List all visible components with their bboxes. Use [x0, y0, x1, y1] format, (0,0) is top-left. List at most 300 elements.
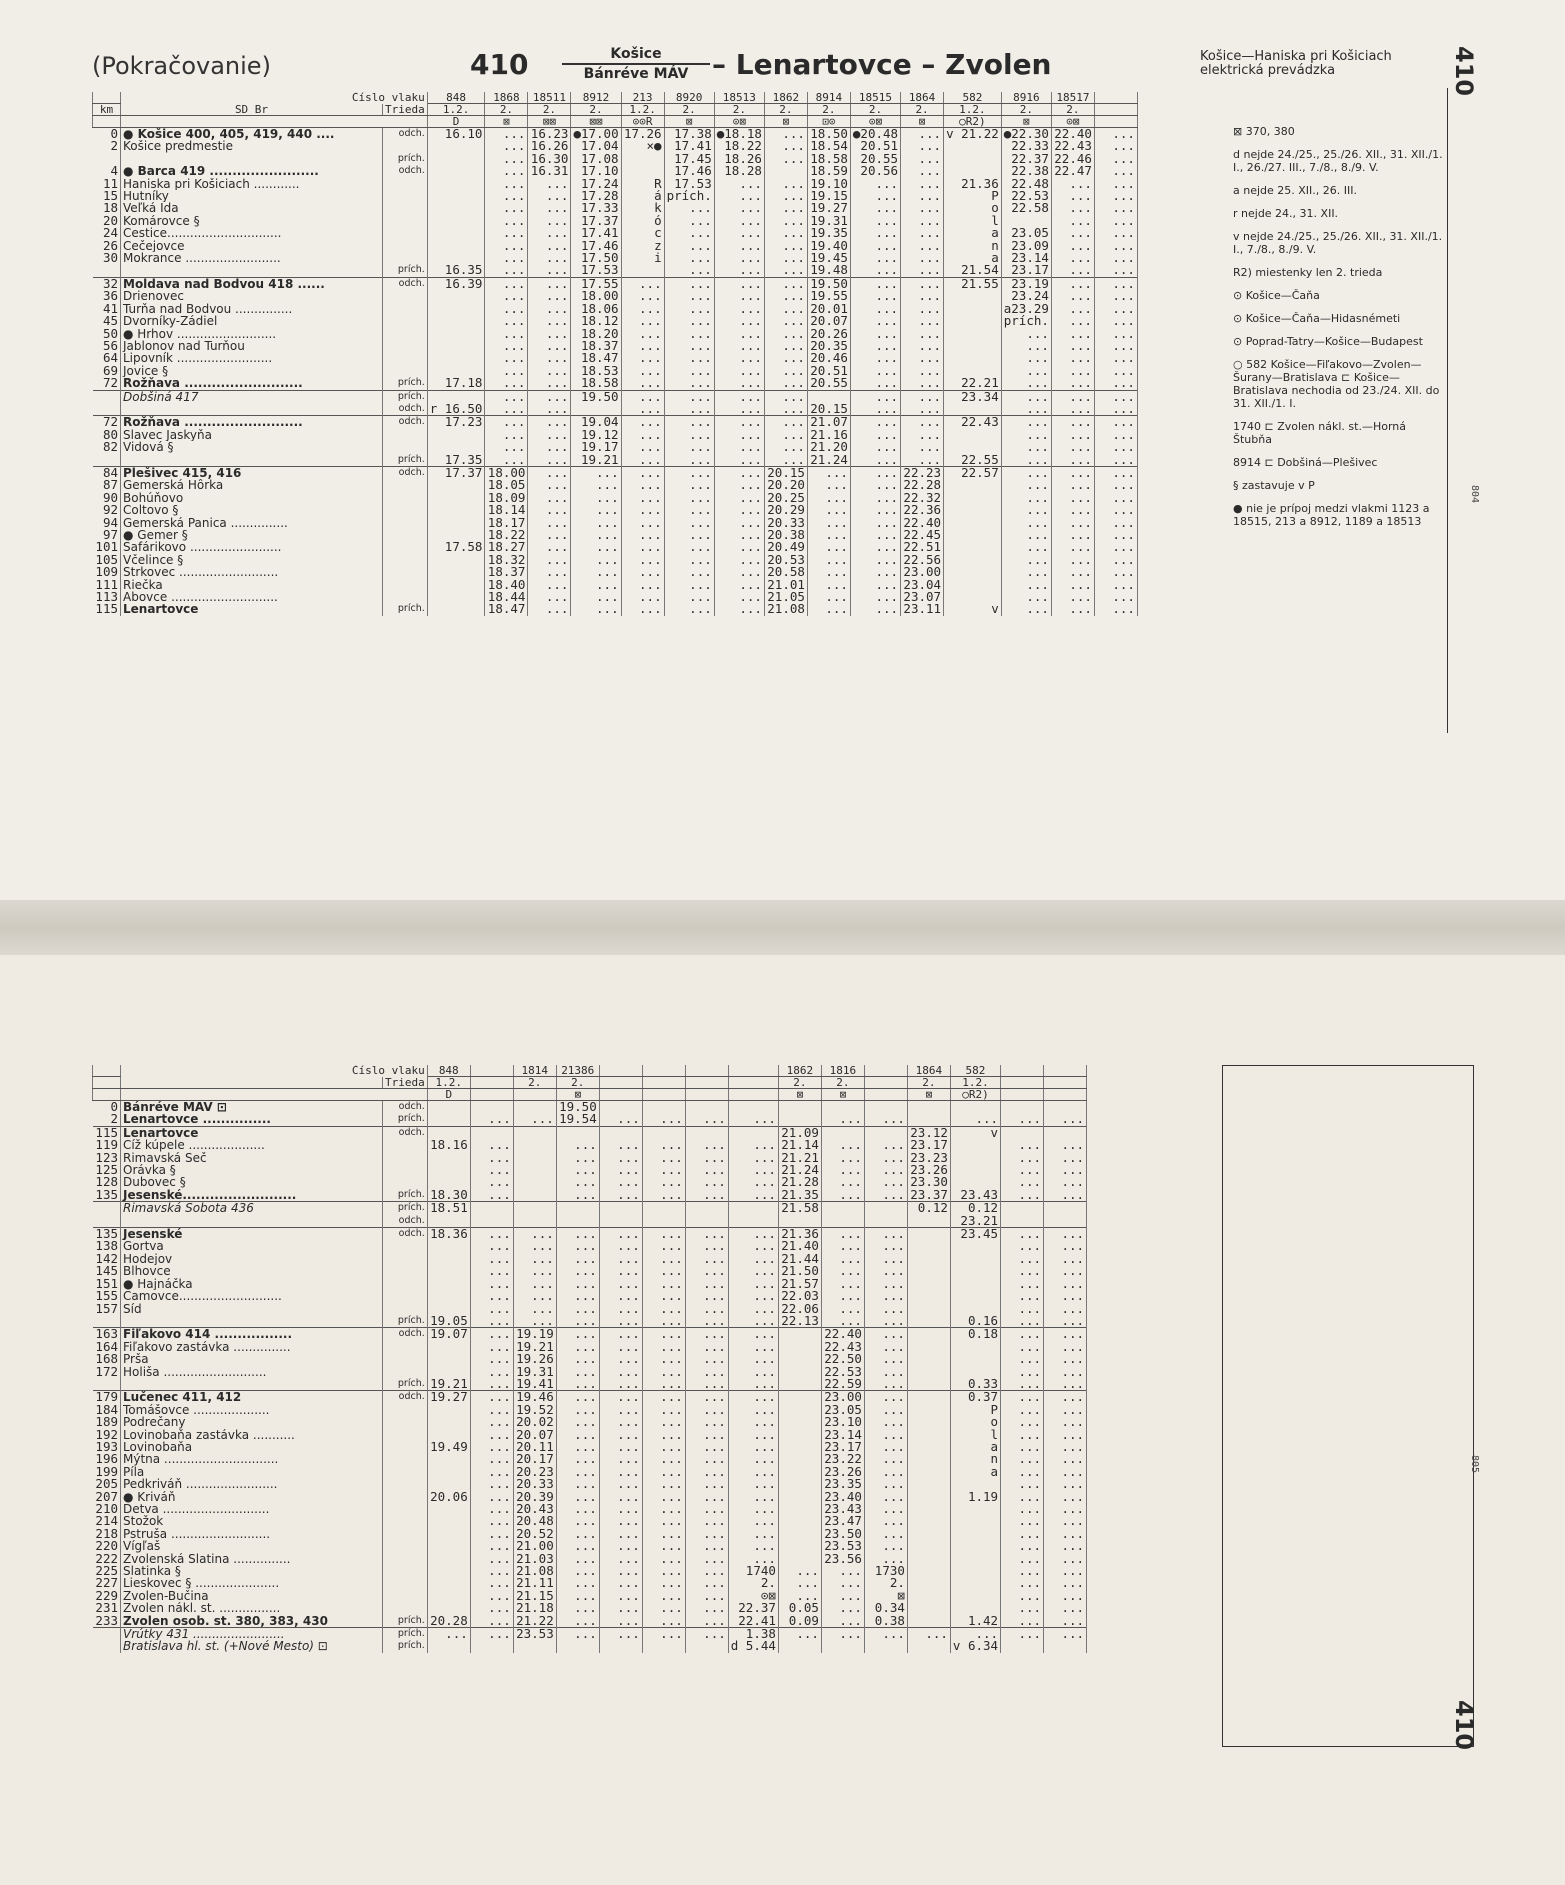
table-row — [93, 1152, 1087, 1164]
train-class: 2. — [807, 104, 850, 116]
time-cell: ... — [1094, 202, 1137, 214]
time-cell: 23.05 — [1001, 227, 1051, 239]
time-cell — [642, 1101, 685, 1114]
time-cell: 22.43 — [944, 416, 1002, 429]
time-cell: ... — [1094, 554, 1137, 566]
time-cell: ... — [556, 1265, 599, 1277]
time-cell: ... — [807, 466, 850, 479]
time-cell: ... — [1094, 416, 1137, 429]
time-cell — [427, 1176, 470, 1188]
time-cell: ... — [764, 252, 807, 264]
station-name: Cestice.............................. — [121, 227, 383, 239]
time-cell: ... — [642, 1290, 685, 1302]
time-cell: ... — [1051, 264, 1094, 277]
time-cell: 22.28 — [901, 479, 944, 491]
time-cell: ... — [470, 1152, 513, 1164]
time-cell: ... — [1051, 365, 1094, 377]
train-mark: ○R2) — [950, 1089, 1000, 1101]
time-cell — [907, 1404, 950, 1416]
station-name: Vidová § — [121, 441, 383, 453]
time-cell: ... — [621, 541, 664, 553]
time-cell: ... — [642, 1528, 685, 1540]
time-cell: ... — [470, 1303, 513, 1315]
row-km: 163 — [93, 1328, 121, 1341]
time-cell — [427, 1565, 470, 1577]
time-cell: ... — [642, 1278, 685, 1290]
row-km: 30 — [93, 252, 121, 264]
time-cell: 18.16 — [427, 1139, 470, 1151]
time-cell: ... — [621, 303, 664, 315]
time-cell: ... — [685, 1466, 728, 1478]
time-cell: ... — [528, 340, 571, 352]
time-cell: ... — [528, 429, 571, 441]
time-cell: ... — [470, 1528, 513, 1540]
time-cell: 23.14 — [1001, 252, 1051, 264]
time-cell: ... — [1051, 315, 1094, 327]
table-row — [93, 340, 1138, 352]
time-cell: ... — [1044, 1466, 1087, 1478]
time-cell: ⊙⊠ — [728, 1590, 778, 1602]
time-cell — [1044, 1640, 1087, 1652]
time-cell: i — [621, 252, 664, 264]
time-cell: ... — [485, 202, 528, 214]
time-cell: ... — [470, 1290, 513, 1302]
arr-dep — [383, 1253, 428, 1265]
time-cell: ... — [528, 466, 571, 479]
time-cell: ... — [556, 1602, 599, 1614]
time-cell: 18.50 — [807, 128, 850, 141]
time-cell: 19.52 — [513, 1404, 556, 1416]
time-cell: ... — [901, 303, 944, 315]
time-cell: ... — [599, 1466, 642, 1478]
time-cell: 22.32 — [901, 492, 944, 504]
row-km: 142 — [93, 1253, 121, 1265]
time-cell: ... — [850, 541, 900, 553]
time-cell: ... — [599, 1253, 642, 1265]
time-cell: ... — [470, 1391, 513, 1404]
time-cell — [427, 1101, 470, 1114]
time-cell: ... — [901, 128, 944, 141]
table-row — [93, 1602, 1087, 1614]
time-cell: ... — [642, 1328, 685, 1341]
station-name: Číž kúpele .................... — [121, 1139, 383, 1151]
time-cell: ... — [556, 1253, 599, 1265]
time-cell: 22.37 — [1001, 153, 1051, 165]
time-cell: ... — [528, 579, 571, 591]
station-name: Rimavská Sobota 436 — [121, 1202, 383, 1215]
time-cell: ... — [714, 190, 764, 202]
time-cell — [778, 1453, 821, 1465]
time-cell: ... — [1001, 1565, 1044, 1577]
time-cell: 16.10 — [427, 128, 485, 141]
time-cell: 19.05 — [427, 1315, 470, 1328]
time-cell — [427, 1265, 470, 1277]
time-cell: ... — [850, 390, 900, 403]
time-cell: 19.04 — [571, 416, 621, 429]
time-cell: ... — [1051, 441, 1094, 453]
time-cell: ... — [764, 441, 807, 453]
time-cell — [470, 1215, 513, 1228]
station-name: Turňa nad Bodvou ............... — [121, 303, 383, 315]
time-cell: ... — [728, 1176, 778, 1188]
time-cell: 19.54 — [556, 1113, 599, 1126]
time-cell — [950, 1503, 1000, 1515]
time-cell — [907, 1391, 950, 1404]
time-cell: ... — [1001, 579, 1051, 591]
time-cell: ... — [1094, 153, 1137, 165]
time-cell: ... — [621, 290, 664, 302]
time-cell: ... — [807, 517, 850, 529]
time-cell: ... — [470, 1590, 513, 1602]
time-cell: ... — [728, 1491, 778, 1503]
arr-dep — [383, 554, 428, 566]
time-cell: ... — [1001, 1139, 1044, 1151]
time-cell: 19.21 — [427, 1378, 470, 1391]
time-cell: n — [944, 240, 1002, 252]
time-cell: 2. — [728, 1577, 778, 1589]
time-cell: ... — [621, 365, 664, 377]
time-cell: 23.45 — [950, 1228, 1000, 1241]
bottom-page — [0, 955, 1565, 1885]
time-cell — [778, 1378, 821, 1391]
time-cell: ... — [599, 1303, 642, 1315]
time-cell: 20.39 — [513, 1491, 556, 1503]
time-cell: ... — [664, 529, 714, 541]
station-name: Šíd — [121, 1303, 383, 1315]
time-cell — [907, 1315, 950, 1328]
time-cell: ... — [1001, 1491, 1044, 1503]
train-number — [728, 1065, 778, 1077]
table-row — [93, 1353, 1087, 1365]
time-cell: ... — [470, 1113, 513, 1126]
time-cell: ... — [1001, 1602, 1044, 1614]
time-cell: ... — [728, 1164, 778, 1176]
time-cell: 2. — [864, 1577, 907, 1589]
time-cell: ... — [714, 466, 764, 479]
train-mark: ⊙⊙R — [621, 116, 664, 128]
time-cell: ... — [1094, 529, 1137, 541]
time-cell: ... — [1051, 390, 1094, 403]
time-cell: ... — [571, 554, 621, 566]
station-name: Mokrance ......................... — [121, 252, 383, 264]
station-name: Jesenské......................... — [121, 1189, 383, 1202]
time-cell: ... — [1094, 541, 1137, 553]
time-cell: ... — [485, 240, 528, 252]
time-cell: 22.06 — [778, 1303, 821, 1315]
time-cell: ... — [556, 1491, 599, 1503]
row-km: 225 — [93, 1565, 121, 1577]
time-cell — [907, 1466, 950, 1478]
train-class: 2. — [556, 1077, 599, 1089]
time-cell — [599, 1202, 642, 1215]
time-cell — [1001, 1202, 1044, 1215]
time-cell: l — [944, 215, 1002, 227]
time-cell: ... — [556, 1315, 599, 1328]
time-cell: ... — [485, 290, 528, 302]
time-cell: 17.08 — [571, 153, 621, 165]
row-km: 18 — [93, 202, 121, 214]
arr-dep — [383, 492, 428, 504]
time-cell — [427, 1540, 470, 1552]
time-cell: ... — [901, 215, 944, 227]
time-cell: ... — [685, 1152, 728, 1164]
time-cell: 22.33 — [1001, 140, 1051, 152]
time-cell: ... — [485, 441, 528, 453]
time-cell: ... — [850, 579, 900, 591]
time-cell: ... — [764, 403, 807, 416]
time-cell: ... — [685, 1577, 728, 1589]
row-km: 205 — [93, 1478, 121, 1490]
time-cell: ⊠ — [864, 1590, 907, 1602]
time-cell — [427, 1253, 470, 1265]
time-cell — [944, 340, 1002, 352]
train-mark — [685, 1089, 728, 1101]
footnote: ⊙ Košice—Čaňa — [1233, 289, 1320, 302]
time-cell: ... — [1001, 466, 1051, 479]
time-cell — [778, 1528, 821, 1540]
time-cell: 18.30 — [427, 1189, 470, 1202]
row-km: 207 — [93, 1491, 121, 1503]
page-fold — [0, 900, 1565, 955]
time-cell — [599, 1101, 642, 1114]
time-cell: ... — [1001, 441, 1051, 453]
time-cell: 19.19 — [513, 1328, 556, 1341]
time-cell: 22.21 — [944, 377, 1002, 390]
time-cell: ... — [621, 566, 664, 578]
time-cell — [427, 1404, 470, 1416]
time-cell — [1044, 1101, 1087, 1114]
time-cell: ... — [1094, 290, 1137, 302]
arr-dep — [383, 328, 428, 340]
time-cell: ... — [807, 603, 850, 615]
train-class — [1044, 1077, 1087, 1089]
time-cell: ... — [714, 252, 764, 264]
train-number — [685, 1065, 728, 1077]
time-cell — [427, 227, 485, 239]
time-cell — [599, 1215, 642, 1228]
time-cell: ... — [714, 403, 764, 416]
time-cell: 21.16 — [807, 429, 850, 441]
time-cell: ... — [714, 479, 764, 491]
time-cell: ... — [1001, 1404, 1044, 1416]
time-cell: 17.46 — [664, 165, 714, 177]
time-cell: ... — [821, 1315, 864, 1328]
table-row — [93, 190, 1138, 202]
time-cell: ... — [714, 365, 764, 377]
time-cell — [685, 1640, 728, 1652]
train-number — [470, 1065, 513, 1077]
time-cell: ... — [556, 1404, 599, 1416]
time-cell: 18.47 — [485, 603, 528, 615]
time-cell: ... — [642, 1228, 685, 1241]
time-cell — [621, 264, 664, 277]
electric-note: Košice—Haniska pri Košiciach elektrická prevádzka — [1200, 49, 1392, 78]
time-cell — [821, 1126, 864, 1139]
table-row — [93, 315, 1138, 327]
time-cell — [685, 1126, 728, 1139]
time-cell: ... — [685, 1416, 728, 1428]
table-row — [93, 377, 1138, 390]
time-cell: ... — [642, 1353, 685, 1365]
time-cell: ... — [807, 529, 850, 541]
time-cell: ... — [470, 1441, 513, 1453]
time-cell: ... — [621, 340, 664, 352]
time-cell: ... — [714, 277, 764, 290]
arr-dep: odch. — [383, 277, 428, 290]
time-cell: ... — [599, 1189, 642, 1202]
time-cell: ... — [642, 1478, 685, 1490]
arr-dep: odch. — [383, 466, 428, 479]
time-cell: ... — [901, 315, 944, 327]
time-cell: ... — [642, 1240, 685, 1252]
time-cell: ... — [1051, 603, 1094, 615]
time-cell: 23.17 — [821, 1441, 864, 1453]
time-cell: ... — [864, 1228, 907, 1241]
time-cell: ... — [685, 1429, 728, 1441]
time-cell: ... — [528, 365, 571, 377]
row-km: 179 — [93, 1391, 121, 1404]
station-name: Plešivec 415, 416 — [121, 466, 383, 479]
time-cell: a — [944, 227, 1002, 239]
time-cell — [427, 1353, 470, 1365]
time-cell — [944, 165, 1002, 177]
table-row — [93, 227, 1138, 239]
time-cell: 0.09 — [778, 1615, 821, 1628]
time-cell — [513, 1101, 556, 1114]
time-cell: ... — [1051, 492, 1094, 504]
time-cell: ... — [642, 1577, 685, 1589]
time-cell: ... — [470, 1278, 513, 1290]
time-cell: ... — [850, 603, 900, 615]
time-cell: 19.10 — [807, 178, 850, 190]
time-cell — [944, 591, 1002, 603]
station-name: Píla — [121, 1466, 383, 1478]
time-cell: ... — [685, 1615, 728, 1628]
time-cell: ... — [664, 240, 714, 252]
time-cell: ... — [528, 190, 571, 202]
time-cell — [427, 303, 485, 315]
time-cell: R — [621, 178, 664, 190]
time-cell: á — [621, 190, 664, 202]
time-cell: ... — [850, 416, 900, 429]
time-cell: ... — [901, 340, 944, 352]
time-cell: ... — [642, 1253, 685, 1265]
station-name: Riečka — [121, 579, 383, 591]
time-cell: 21.07 — [807, 416, 850, 429]
station-name: Hodejov — [121, 1253, 383, 1265]
time-cell: r 16.50 — [427, 403, 485, 416]
time-cell — [950, 1577, 1000, 1589]
time-cell: ... — [470, 1602, 513, 1614]
time-cell: 19.48 — [807, 264, 850, 277]
time-cell: ... — [664, 277, 714, 290]
time-cell — [907, 1528, 950, 1540]
time-cell — [944, 517, 1002, 529]
time-cell: ... — [901, 165, 944, 177]
arr-dep: prích. — [383, 1202, 428, 1215]
time-cell: ... — [1094, 390, 1137, 403]
table-row — [93, 603, 1138, 615]
time-cell: ... — [664, 466, 714, 479]
time-cell: 18.14 — [485, 504, 528, 516]
station-name: Jovice § — [121, 365, 383, 377]
table-row — [93, 1528, 1087, 1540]
station-name — [121, 264, 383, 277]
station-name: Drienovec — [121, 290, 383, 302]
time-cell — [950, 1290, 1000, 1302]
table-row — [93, 1478, 1087, 1490]
time-cell: 17.53 — [571, 264, 621, 277]
time-cell: ... — [664, 352, 714, 364]
time-cell: ... — [528, 352, 571, 364]
side-table-number: 410 — [1450, 46, 1478, 97]
time-cell: 17.23 — [427, 416, 485, 429]
time-cell: ... — [685, 1139, 728, 1151]
time-cell: ... — [850, 429, 900, 441]
time-cell — [470, 1126, 513, 1139]
time-cell: ... — [1001, 429, 1051, 441]
table-row — [93, 554, 1138, 566]
row-km: 2 — [93, 140, 121, 152]
row-km: 80 — [93, 429, 121, 441]
table-row — [93, 390, 1138, 403]
table-row — [93, 441, 1138, 453]
time-cell: 22.56 — [901, 554, 944, 566]
time-cell: 22.45 — [901, 529, 944, 541]
time-cell: ... — [901, 202, 944, 214]
train-class — [470, 1077, 513, 1089]
time-cell: ... — [470, 1466, 513, 1478]
time-cell: ... — [664, 377, 714, 390]
time-cell: ... — [642, 1404, 685, 1416]
time-cell: ... — [599, 1404, 642, 1416]
train-class: 2. — [571, 104, 621, 116]
time-cell: 21.54 — [944, 264, 1002, 277]
time-cell — [427, 1416, 470, 1428]
time-cell: ... — [728, 1478, 778, 1490]
time-cell: ... — [599, 1265, 642, 1277]
arr-dep — [383, 315, 428, 327]
row-km: 64 — [93, 352, 121, 364]
station-name: Detva ............................ — [121, 1503, 383, 1515]
time-cell: ... — [901, 252, 944, 264]
time-cell: ... — [864, 1353, 907, 1365]
time-cell: ... — [621, 352, 664, 364]
time-cell: ... — [1001, 1577, 1044, 1589]
header-sd — [121, 1077, 383, 1089]
time-cell: ... — [728, 1453, 778, 1465]
time-cell: ... — [470, 1366, 513, 1378]
time-cell: ... — [1051, 252, 1094, 264]
time-cell: ... — [1001, 454, 1051, 467]
row-km: 119 — [93, 1139, 121, 1151]
time-cell: ... — [1051, 290, 1094, 302]
time-cell: 22.40 — [1051, 128, 1094, 141]
table-row — [93, 1491, 1087, 1503]
arr-dep — [383, 529, 428, 541]
time-cell — [778, 1478, 821, 1490]
time-cell: ... — [864, 1628, 907, 1641]
time-cell — [907, 1577, 950, 1589]
time-cell — [778, 1491, 821, 1503]
time-cell: 18.00 — [485, 466, 528, 479]
row-km: 115 — [93, 1126, 121, 1139]
time-cell: ... — [599, 1278, 642, 1290]
time-cell: ... — [1094, 479, 1137, 491]
time-cell — [907, 1503, 950, 1515]
time-cell: ... — [599, 1528, 642, 1540]
time-cell — [427, 1290, 470, 1302]
